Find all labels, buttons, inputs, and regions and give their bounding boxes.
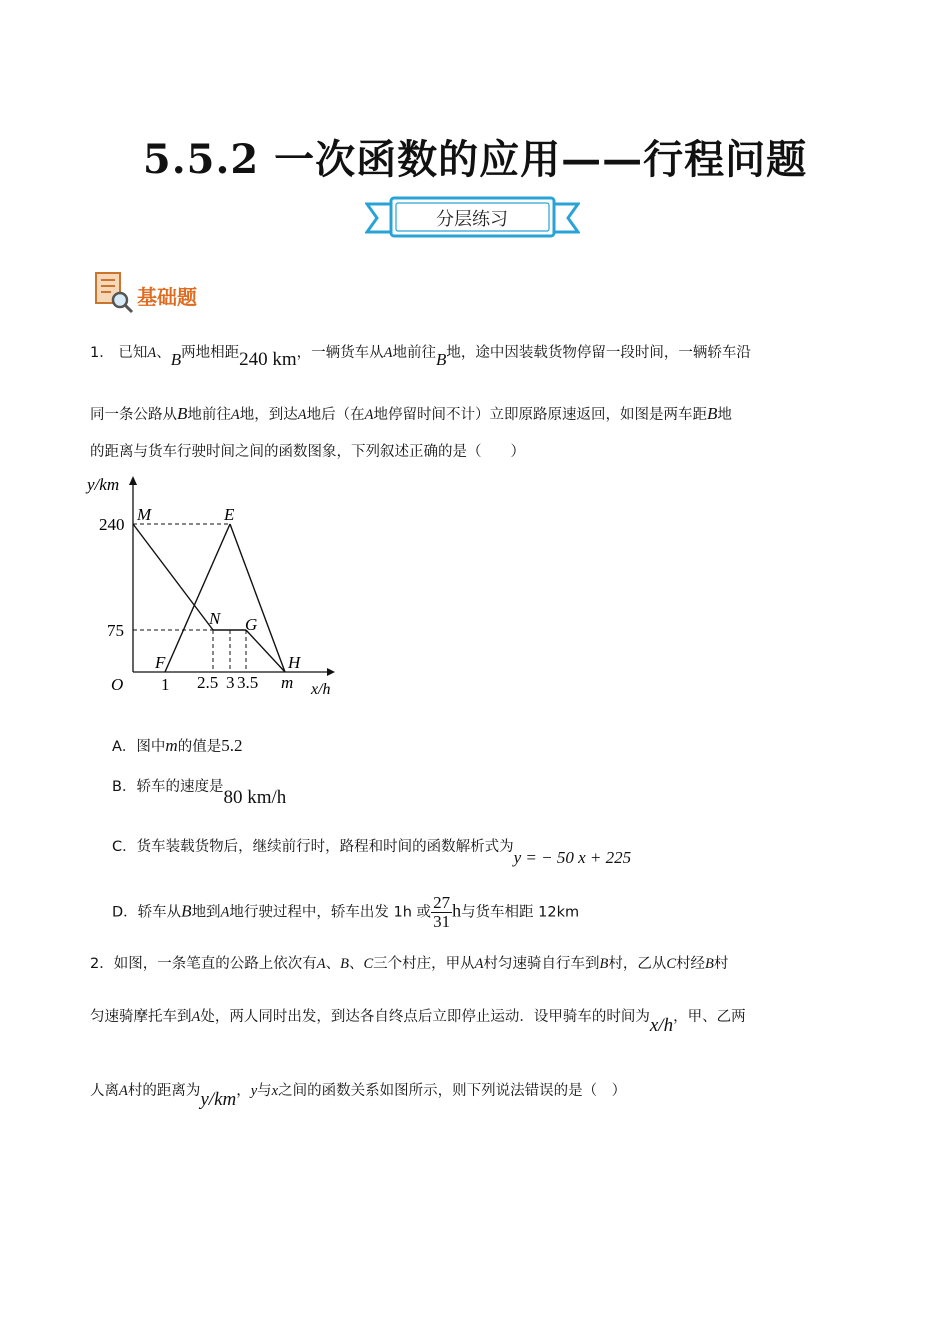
origin-label: O (111, 675, 124, 694)
truck-line-2 (246, 630, 285, 672)
fraction-27-31: $\frac{27}{31}$ (433, 893, 451, 931)
x-axis-label: x/h (311, 681, 331, 698)
q1-option-b[interactable]: B．轿车的速度是80 km/h (112, 779, 287, 808)
x-tick-m: m (281, 673, 294, 692)
point-M: M (137, 505, 152, 524)
point-H: H (288, 653, 301, 672)
q2-line-3: 人离A村的距离为y/km，y与x之间的函数关系如图所示，则下列说法错误的是（ ） (90, 1083, 627, 1110)
q2-line-2: 匀速骑摩托车到A处，两人同时出发，到达各自终点后立即停止运动．设甲骑车的时间为x/h，甲、乙两 (90, 1009, 746, 1036)
q1-number: 1． (90, 345, 114, 361)
q1-graph (85, 472, 345, 702)
car-line-1 (165, 524, 230, 672)
q1-option-d[interactable]: D．轿车从B地到A地行驶过程中，轿车出发 1h 或 $\frac{27}{31}$ h与货车相距 12km (112, 893, 580, 931)
q1-line-3: 的距离与货车行驶时间之间的函数图象，下列叙述正确的是（ ） (90, 444, 525, 460)
q1-line-2: 同一条公路从B地前往A地，到达A地后（在A地停留时间不计）立即原路原速返回，如图是两车距B地 (90, 404, 732, 423)
x-tick-3-5: 3.5 (237, 673, 259, 692)
y-tick-240: 240 (99, 515, 125, 534)
q1-line-1: 1． 已知A、B两地相距240 km，一辆货车从A地前往B地，途中因装载货物停留一段时间，一辆轿车沿 (90, 345, 751, 370)
car-line-2 (230, 524, 285, 672)
point-F: F (155, 653, 166, 672)
ribbon-label: 分层练习 (436, 209, 508, 230)
section-label: 基础题 (137, 285, 197, 309)
book-magnifier-icon (92, 270, 136, 314)
x-tick-2-5: 2.5 (197, 673, 219, 692)
q1-option-a[interactable]: A．图中m的值是5.2 (112, 736, 243, 755)
x-tick-1: 1 (161, 675, 170, 694)
truck-line-1 (133, 524, 213, 630)
point-N: N (209, 609, 221, 628)
ribbon-banner (365, 192, 580, 242)
y-axis-label: y/km (87, 475, 120, 494)
point-E: E (224, 505, 235, 524)
point-G: G (245, 615, 258, 634)
q1-distance: 240 km (239, 349, 297, 370)
page-title: 5.5.2 一次函数的应用——行程问题 (142, 136, 808, 183)
q1-option-c[interactable]: C．货车装载货物后，继续前行时，路程和时间的函数解析式为y = − 50 x + 225 (112, 839, 632, 867)
q2-number: 2． (90, 956, 114, 972)
q2-line-1: 2．如图，一条笔直的公路上依次有A、B、C三个村庄，甲从A村匀速骑自行车到B村，乙从C村经B村 (90, 956, 729, 972)
x-tick-3: 3 (226, 673, 235, 692)
y-tick-75: 75 (107, 621, 124, 640)
